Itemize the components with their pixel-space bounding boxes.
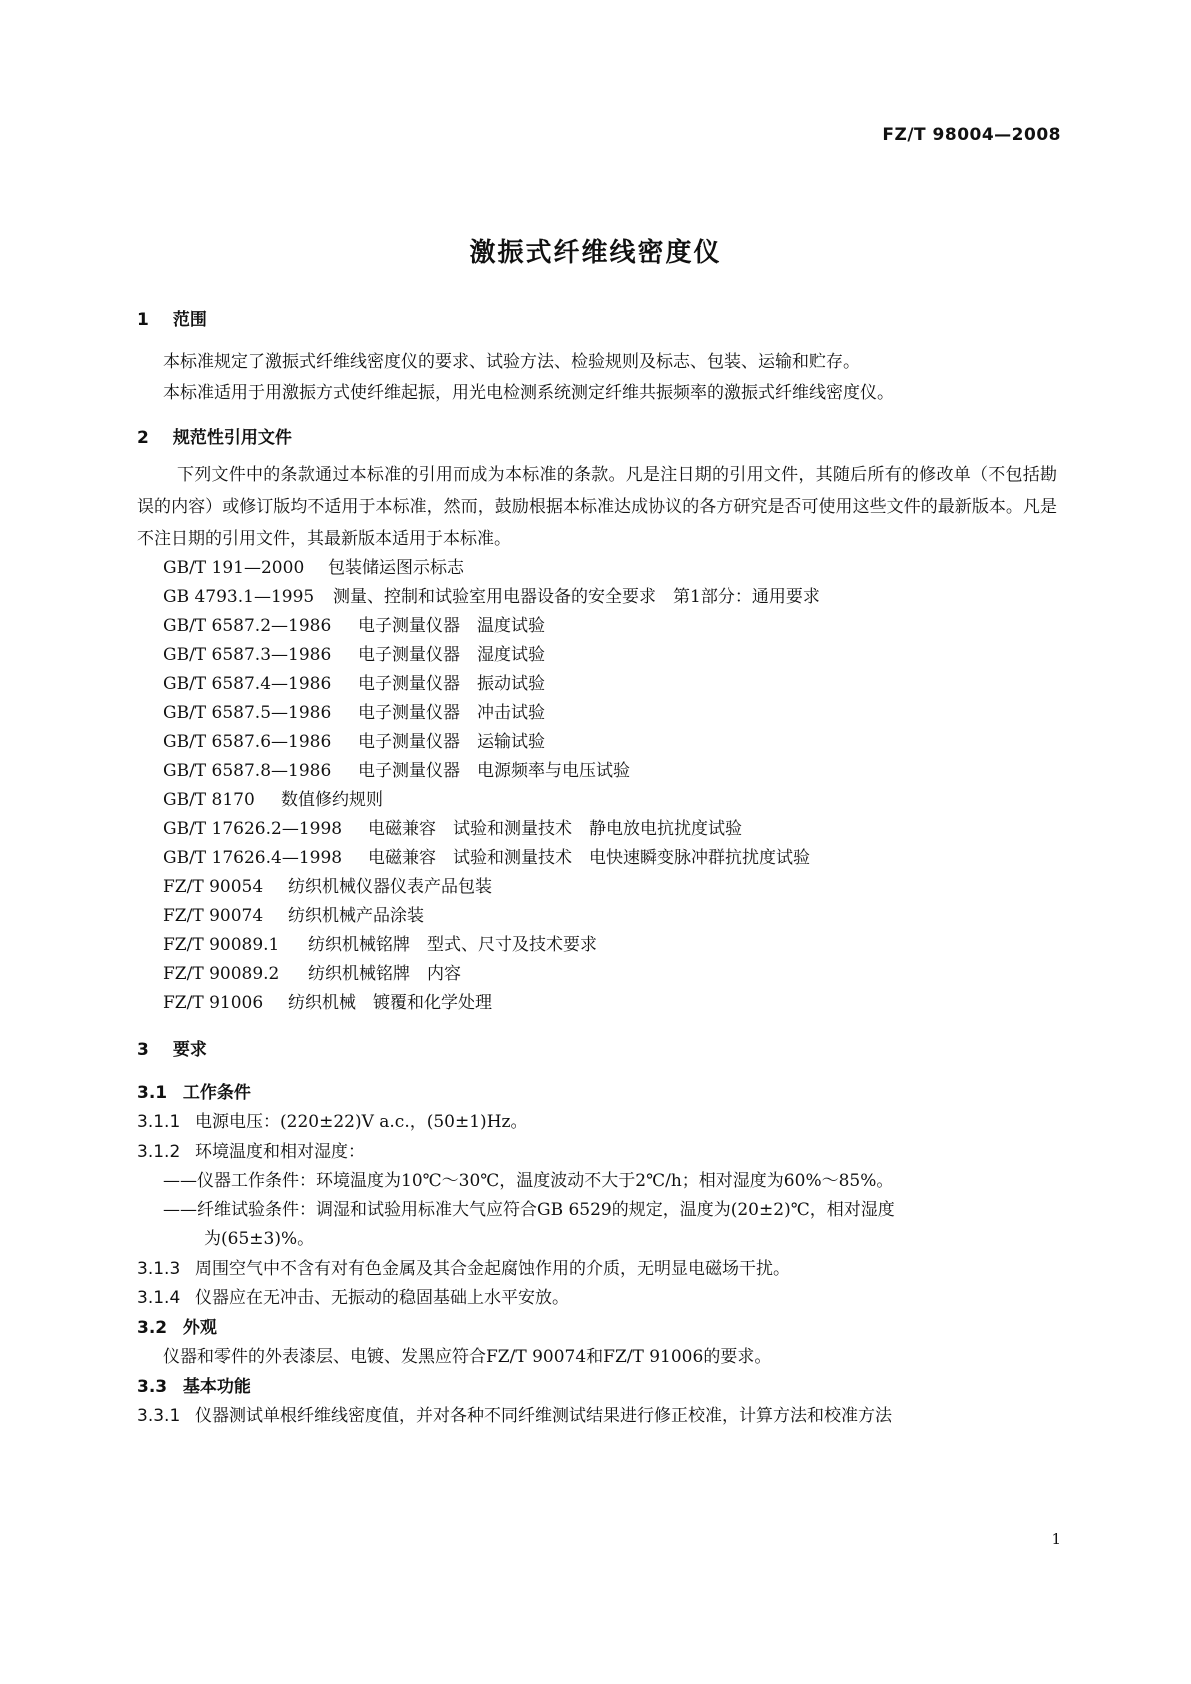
reference-title: 电子测量仪器 温度试验	[358, 616, 545, 636]
clause-text: 环境温度和相对湿度：	[195, 1142, 365, 1162]
reference-code: GB/T 6587.5—1986	[163, 703, 332, 723]
reference-code: FZ/T 91006	[163, 993, 264, 1013]
clause-text: 电源电压：(220±22)V a.c.，(50±1)Hz。	[195, 1112, 528, 1132]
reference-title: 纺织机械仪器仪表产品包装	[288, 877, 492, 897]
section-title: 规范性引用文件	[172, 428, 292, 448]
reference-title: 包装储运图示标志	[328, 558, 464, 578]
section-title: 要求	[172, 1040, 207, 1060]
reference-code: GB/T 6587.2—1986	[163, 616, 332, 636]
reference-title: 电子测量仪器 运输试验	[358, 732, 545, 752]
section-3-heading	[137, 1035, 207, 1060]
clause-3-1-2	[137, 1137, 365, 1162]
reference-title: 电子测量仪器 冲击试验	[358, 703, 545, 723]
reference-code: GB/T 6587.4—1986	[163, 674, 332, 694]
clause-number: 3.3.1	[137, 1406, 181, 1426]
reference-code: GB/T 8170	[163, 790, 255, 810]
section-title: 外观	[182, 1318, 217, 1338]
section-number: 3	[137, 1040, 149, 1060]
reference-title: 纺织机械铭牌 型式、尺寸及技术要求	[308, 935, 597, 955]
reference-item	[163, 930, 597, 955]
section-number: 2	[137, 428, 149, 448]
section-number: 3.1	[137, 1083, 168, 1103]
reference-item	[163, 988, 492, 1013]
page-number: 1	[1051, 1530, 1061, 1548]
reference-title: 电子测量仪器 湿度试验	[358, 645, 545, 665]
section-1-heading	[137, 305, 207, 330]
clause-number: 3.1.2	[137, 1142, 181, 1162]
reference-title: 电磁兼容 试验和测量技术 静电放电抗扰度试验	[368, 819, 742, 839]
reference-code: FZ/T 90074	[163, 906, 264, 926]
subsection-heading	[137, 1078, 251, 1103]
clause-3-1-3	[137, 1254, 790, 1279]
clause-3-1-4	[137, 1283, 569, 1308]
paragraph: 本标准适用于用激振方式使纤维起振，用光电检测系统测定纤维共振频率的激振式纤维线密度仪。	[163, 383, 894, 403]
section-number: 1	[137, 310, 149, 330]
reference-title: 测量、控制和试验室用电器设备的安全要求 第1部分：通用要求	[333, 587, 820, 607]
reference-code: FZ/T 90089.1	[163, 935, 280, 955]
clause-text: 周围空气中不含有对有色金属及其合金起腐蚀作用的介质，无明显电磁场干扰。	[195, 1259, 790, 1279]
reference-item	[163, 843, 810, 868]
reference-title: 电子测量仪器 振动试验	[358, 674, 545, 694]
section-number: 3.3	[137, 1377, 168, 1397]
clause-number: 3.1.1	[137, 1112, 181, 1132]
reference-title: 纺织机械铭牌 内容	[308, 964, 461, 984]
reference-code: FZ/T 90089.2	[163, 964, 280, 984]
reference-item	[163, 959, 461, 984]
paragraph: 本标准规定了激振式纤维线密度仪的要求、试验方法、检验规则及标志、包装、运输和贮存。	[163, 352, 860, 372]
reference-title: 电磁兼容 试验和测量技术 电快速瞬变脉冲群抗扰度试验	[368, 848, 810, 868]
reference-title: 电子测量仪器 电源频率与电压试验	[358, 761, 630, 781]
reference-item	[163, 756, 630, 781]
clause-text: 仪器测试单根纤维线密度值，并对各种不同纤维测试结果进行修正校准，计算方法和校准方法	[195, 1406, 892, 1426]
document-title: 激振式纤维线密度仪	[469, 238, 722, 268]
list-item: ——纤维试验条件：调湿和试验用标准大气应符合GB 6529的规定，温度为(20±2)℃，相对湿度	[163, 1200, 895, 1220]
paragraph: 仪器和零件的外表漆层、电镀、发黑应符合FZ/T 90074和FZ/T 91006的要求。	[163, 1347, 772, 1367]
reference-title: 纺织机械产品涂装	[288, 906, 424, 926]
reference-item	[163, 785, 383, 810]
clause-number: 3.1.3	[137, 1259, 181, 1279]
reference-item	[163, 582, 820, 607]
reference-item	[163, 698, 545, 723]
reference-title: 数值修约规则	[281, 790, 383, 810]
reference-item	[163, 669, 545, 694]
subsection-heading	[137, 1313, 217, 1338]
section-title: 范围	[172, 310, 207, 330]
reference-item	[163, 727, 545, 752]
reference-code: GB/T 6587.3—1986	[163, 645, 332, 665]
references-intro: 下列文件中的条款通过本标准的引用而成为本标准的条款。凡是注日期的引用文件，其随后所有的修改单（不包括勘误的内容）或修订版均不适用于本标准，然而，鼓励根据本标准达成协议的各方研究是否可使用这些文件的最新版本。凡是不注日期的引用文件，其最新版本适用于本标准。	[137, 465, 1057, 549]
reference-item	[163, 814, 742, 839]
reference-title: 纺织机械 镀覆和化学处理	[288, 993, 492, 1013]
reference-code: GB/T 17626.2—1998	[163, 819, 343, 839]
reference-item	[163, 640, 545, 665]
reference-code: GB/T 6587.6—1986	[163, 732, 332, 752]
reference-code: FZ/T 90054	[163, 877, 264, 897]
reference-code: GB/T 6587.8—1986	[163, 761, 332, 781]
clause-3-1-1	[137, 1107, 527, 1132]
reference-code: GB 4793.1—1995	[163, 587, 315, 607]
reference-item	[163, 553, 464, 578]
list-item: ——仪器工作条件：环境温度为10℃～30℃，温度波动不大于2℃/h；相对湿度为60%～85%。	[163, 1171, 894, 1191]
section-title: 基本功能	[182, 1377, 251, 1397]
section-title: 工作条件	[182, 1083, 251, 1103]
reference-code: GB/T 191—2000	[163, 558, 305, 578]
reference-item	[163, 611, 545, 636]
list-item-continuation: 为(65±3)%。	[204, 1229, 315, 1249]
reference-item	[163, 901, 424, 926]
subsection-heading	[137, 1372, 251, 1397]
clause-text: 仪器应在无冲击、无振动的稳固基础上水平安放。	[195, 1288, 569, 1308]
section-number: 3.2	[137, 1318, 168, 1338]
clause-number: 3.1.4	[137, 1288, 181, 1308]
section-2-heading	[137, 423, 292, 448]
clause-3-3-1	[137, 1401, 892, 1426]
reference-item	[163, 872, 492, 897]
standard-code: FZ/T 98004—2008	[882, 125, 1061, 145]
reference-code: GB/T 17626.4—1998	[163, 848, 343, 868]
